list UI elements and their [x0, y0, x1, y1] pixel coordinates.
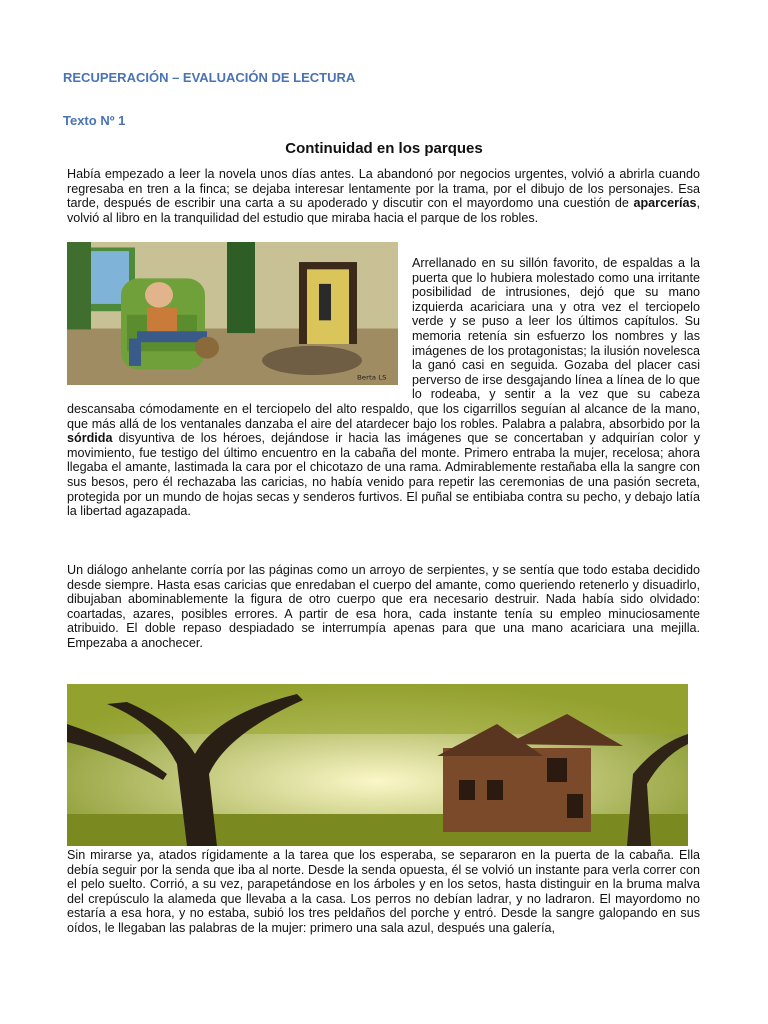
story-title: Continuidad en los parques	[285, 140, 483, 157]
paragraph-2: Berta LS Arrellanado en su sillón favorito, de espaldas a la puerta que lo hubiera molestado como una irritante posibilidad de intrusiones, dejó que su mano izquierda acariciara una y otra vez el terciopelo verde y se puso a leer los últimos capítulos. Su memoria retenía sin esfuerzo los nombres y las imágenes de los protagonistas; la ilusión novelesca la ganó casi en seguida. Gozaba del placer casi perverso de irse desgajando línea a línea de lo que lo rodeaba, y sentir a la vez que su cabeza descansaba cómodamente en el terciopelo del alto respaldo, que los cigarrillos seguían al alcance de la mano, que más allá de los ventanales danzaba el aire del atardecer bajo los robles. Palabra a palabra, absorbido por la sórdida disyuntiva de los héroes, dejándose ir hacia las imágenes que se concertaban y adquirían color y movimiento, fue testigo del último encuentro en la cabaña del monte. Primero entraba la mujer, recelosa; ahora llegaba el amante, lastimada la cara por el chicotazo de una rama. Admirablemente restañaba ella la sangre con sus besos, pero él rechazaba las caricias, no había venido para repetir las ceremonias de una pasión secreta, protegida por un mundo de hojas secas y senderos furtivos. El puñal se entibiaba contra su pecho, y debajo latía la libertad agazapada.	[67, 256, 700, 519]
paragraph-4: Sin mirarse ya, atados rígidamente a la tarea que los esperaba, se separaron en la puerta de la cabaña. Ella debía seguir por la senda que iba al norte. Desde la senda opuesta, él se volvió un instante para verla correr con el pelo suelto. Corrió, a su vez, parapetándose en los árboles y en los setos, hasta distinguir en la bruma malva del crepúsculo la alameda que llevaba a la casa. Los perros no debían ladrar, y no ladraron. El mayordomo no estaría a esa hora, y no estaba, subió los tres peldaños del porche y entró. Desde la sangre galopando en sus oídos, le llegaban las palabras de la mujer: primero una sala azul, después una galería,	[67, 848, 700, 935]
text-number-label: Texto Nº 1	[63, 113, 126, 128]
paragraph-1: Había empezado a leer la novela unos días antes. La abandonó por negocios urgentes, volvió a abrirla cuando regresaba en tren a la finca; se dejaba interesar lentamente por la trama, por el dibujo de los personajes. Esa tarde, después de escribir una carta a su apoderado y discutir con el mayordomo una cuestión de aparcerías, volvió al libro en la tranquilidad del estudio que miraba hacia el parque de los robles.	[67, 167, 700, 225]
bold-word-sordida: sórdida	[67, 431, 113, 446]
document-heading: RECUPERACIÓN – EVALUACIÓN DE LECTURA	[63, 70, 356, 85]
reader-in-armchair-illustration	[67, 242, 398, 385]
cabin-in-forest-photo	[67, 684, 688, 846]
paragraph-3: Un diálogo anhelante corría por las páginas como un arroyo de serpientes, y se sentía que todo estaba decidido desde siempre. Hasta esas caricias que enredaban el cuerpo del amante, como queriendo retenerlo y disuadirlo, dibujaban abominablemente la figura de otro cuerpo que era necesario destruir. Nada había sido olvidado: coartadas, azares, posibles errores. A partir de esa hora, cada instante tenía su empleo minuciosamente atribuido. El doble repaso despiadado se interrumpía apenas para que una mano acariciara una mejilla. Empezaba a anochecer.	[67, 563, 700, 650]
bold-word-aparcerias: aparcerías	[633, 196, 697, 211]
illustration-signature: Berta LS	[357, 373, 387, 382]
